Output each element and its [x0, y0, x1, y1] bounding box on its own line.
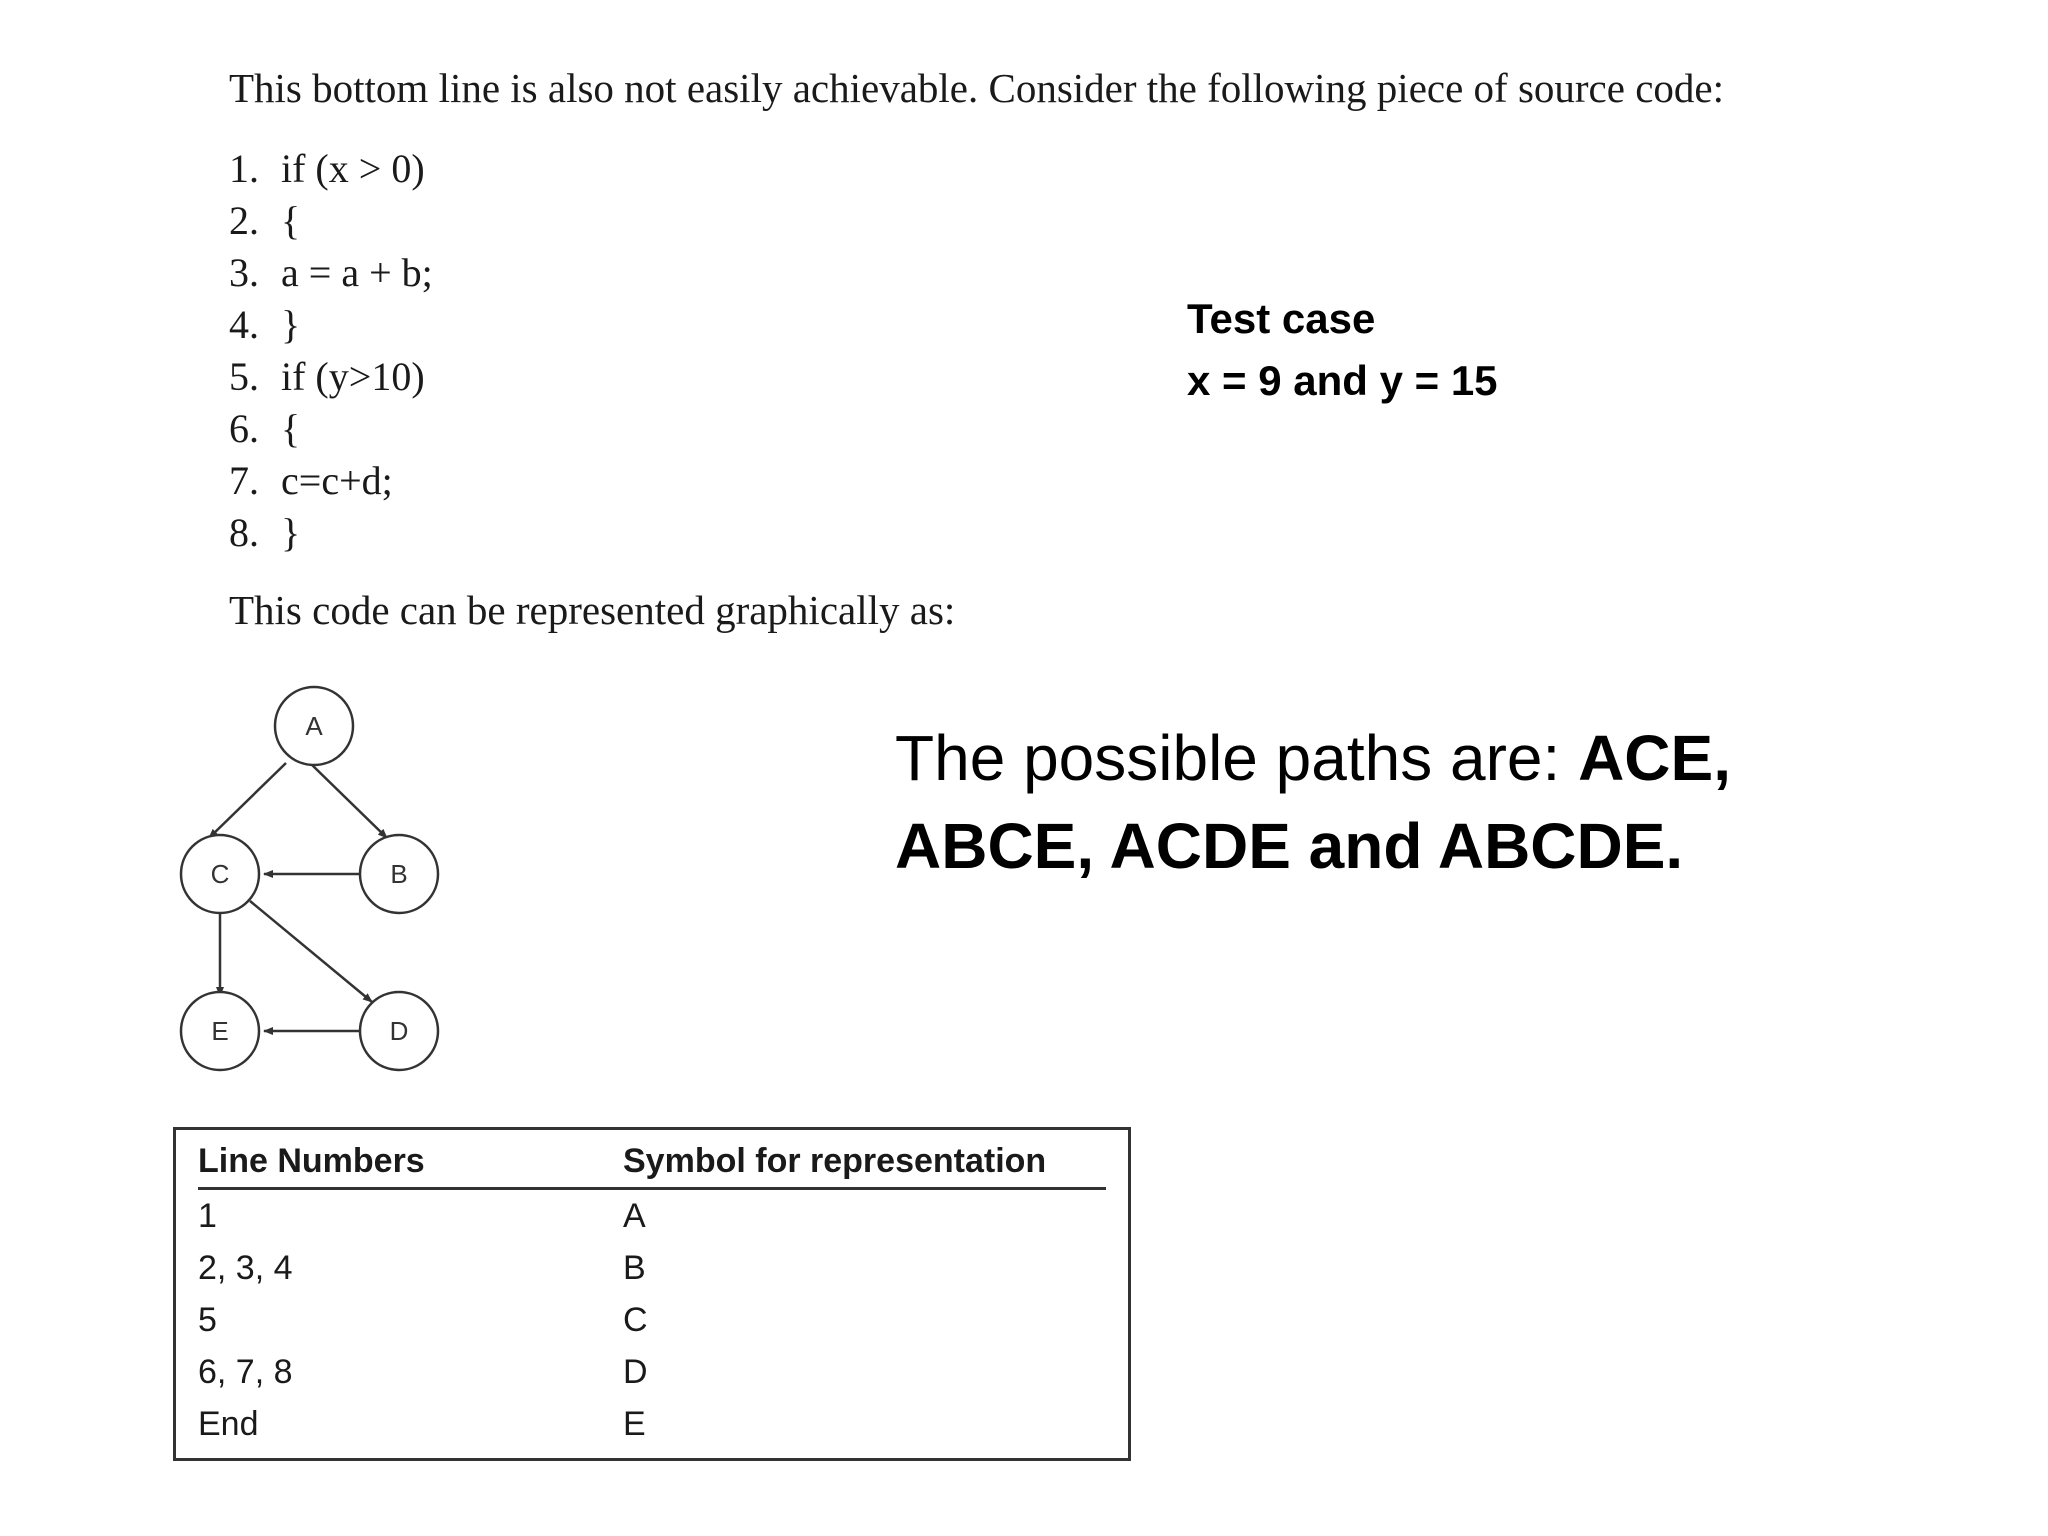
cell-line-numbers: 2, 3, 4	[198, 1248, 293, 1287]
test-case-title: Test case	[1187, 295, 1376, 342]
code-line	[229, 403, 433, 455]
line-number: 6.	[229, 406, 259, 451]
code-line	[229, 195, 433, 247]
graph-caption: This code can be represented graphically as:	[229, 587, 956, 633]
code-line	[229, 143, 433, 195]
code-text: {	[281, 198, 301, 243]
possible-paths-text	[895, 714, 1795, 890]
paths-list: ACE, ABCE, ACDE and ABCDE.	[895, 722, 1731, 882]
cell-symbol: C	[623, 1300, 648, 1339]
code-text: c=c+d;	[281, 458, 393, 503]
code-line	[229, 455, 433, 507]
header-symbol: Symbol for representation	[623, 1142, 1106, 1189]
header-line-numbers: Line Numbers	[198, 1142, 623, 1189]
code-line	[229, 299, 433, 351]
table-row	[198, 1346, 1106, 1398]
code-text: if (y>10)	[281, 354, 425, 399]
table-header-row	[198, 1142, 1106, 1189]
cell-line-numbers: End	[198, 1404, 259, 1443]
line-number: 3.	[229, 250, 259, 295]
line-number: 7.	[229, 458, 259, 503]
table-row	[198, 1189, 1106, 1243]
test-case-box	[1187, 288, 1498, 412]
cell-line-numbers: 6, 7, 8	[198, 1352, 293, 1391]
table-row	[198, 1242, 1106, 1294]
cell-line-numbers: 5	[198, 1300, 217, 1339]
edge-a-b	[310, 763, 387, 838]
line-symbol-table	[173, 1127, 1131, 1461]
node-c-label: C	[210, 859, 230, 889]
code-text: a = a + b;	[281, 250, 433, 295]
code-line	[229, 507, 433, 559]
edge-a-c	[209, 763, 286, 838]
cell-symbol: A	[623, 1196, 646, 1235]
cell-symbol: B	[623, 1248, 646, 1287]
paths-prefix: The possible paths are:	[895, 722, 1579, 794]
line-number: 8.	[229, 510, 259, 555]
intro-text: This bottom line is also not easily achievable. Consider the following piece of source code:	[229, 65, 1724, 111]
node-d-label: D	[389, 1016, 409, 1046]
cell-line-numbers: 1	[198, 1196, 217, 1235]
cell-symbol: D	[623, 1352, 648, 1391]
code-text: {	[281, 406, 301, 451]
table-row	[198, 1398, 1106, 1450]
cell-symbol: E	[623, 1404, 646, 1443]
line-number: 4.	[229, 302, 259, 347]
node-e-label: E	[211, 1016, 229, 1046]
test-case-values: x = 9 and y = 15	[1187, 357, 1498, 404]
node-a-label: A	[305, 711, 323, 741]
line-number: 1.	[229, 146, 259, 191]
line-number: 5.	[229, 354, 259, 399]
code-line	[229, 351, 433, 403]
table-row	[198, 1294, 1106, 1346]
control-flow-graph	[160, 670, 460, 1090]
edge-c-d	[250, 901, 372, 1002]
code-text: }	[281, 302, 301, 347]
node-b-label: B	[390, 859, 408, 889]
line-number: 2.	[229, 198, 259, 243]
code-text: if (x > 0)	[281, 146, 425, 191]
code-text: }	[281, 510, 301, 555]
code-line	[229, 247, 433, 299]
source-code-listing	[229, 143, 433, 559]
